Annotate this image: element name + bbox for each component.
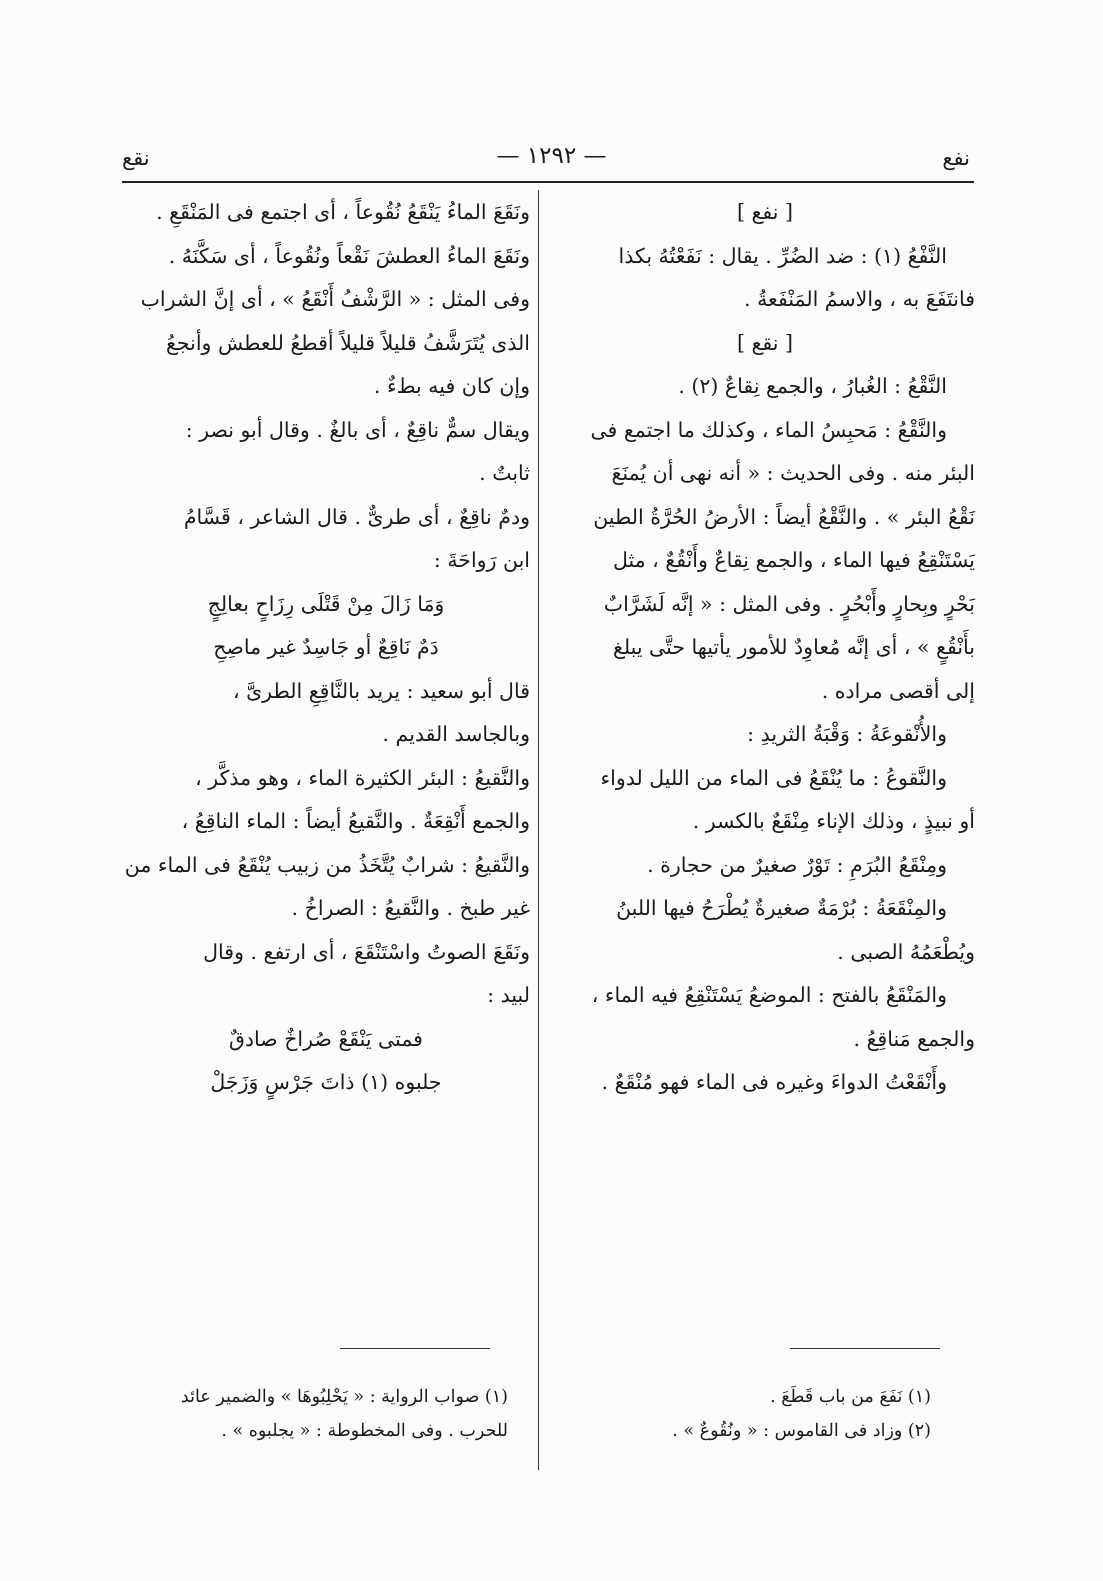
footnote-rule-right (790, 1348, 940, 1349)
verse-line: جلبوه (١) ذاتَ جَرْسٍ وَزَجَلْ (210, 1070, 442, 1094)
right-line: ويُطْعَمُهُ الصبى . (837, 939, 975, 964)
footnote: للحرب . وفى المخطوطة : « يجلبوه » . (221, 1421, 508, 1441)
left-line: والنَّقيعُ : شرابٌ يُتَّخَذُ من زبيب يُنْقَعُ فى الماء من (124, 852, 530, 877)
left-line: ونَقَعَ الماءُ العطشَ نَقْعاً ونُقُوعاً ، أى سَكَّنَهُ . (168, 243, 530, 268)
footnote-rule-left (340, 1348, 490, 1349)
left-column (122, 191, 530, 1105)
footnote: (١) نَفَعَ من باب قَطَعَ . (770, 1387, 931, 1407)
right-line: وأَنْقَعْتُ الدواءَ وغيره فى الماء فهو مُنْقَعٌ . (601, 1070, 947, 1094)
entry-heading-nafa: [ نفع ] (736, 200, 793, 224)
header-rule (122, 181, 974, 183)
left-line: الذى يُتَرَشَّفُ قليلاً قليلاً أقطعُ للعطش وأنجعُ (166, 330, 530, 355)
right-line: والمَنْقَعُ بالفتح : الموضعُ يَسْتَنْقِعُ فيه الماء ، (591, 983, 947, 1007)
left-line: ثابتٌ . (479, 461, 530, 485)
right-line: نَقْعُ البئر » . والنَّقْعُ أيضاً : الأرضُ الحُرَّةُ الطين (593, 504, 975, 529)
left-line: غير طبخ . والنَّقيعُ : الصراخُ . (291, 896, 530, 920)
right-line: ومِنْقَعُ البُرَمِ : تَوْرٌ صغيرٌ من حجارة . (647, 852, 947, 877)
left-line: ونَقَعَ الماءُ يَنْقَعُ نُقُوعاً ، أى اجتمع فى المَنْقَعِ . (156, 200, 530, 224)
left-line: ويقال سمٌّ ناقِعٌ ، أى بالغٌ . وقال أبو نصر : (185, 417, 530, 442)
right-line: البئر منه . وفى الحديث : « أنه نهى أن يُمنَعَ (611, 461, 975, 485)
footnote: (٢) وزاد فى القاموس : « ونُقُوعٌ » . (672, 1421, 931, 1441)
left-line: والنَّقيعُ : البئر الكثيرة الماء ، وهو مذكَّر ، (195, 765, 530, 790)
verse-line: دَمٌ نَاقِعٌ أو جَاسِدٌ غير ماصِحِ (213, 635, 439, 659)
right-line: والجمع مَناقِعُ . (853, 1026, 975, 1051)
footnotes-left (122, 1380, 508, 1448)
right-line: أو نبيذٍ ، وذلك الإناء مِنْقَعٌ بالكسر . (692, 809, 975, 833)
right-line: والأُنْقوعَةُ : وَقْبَةُ الثريدِ : (747, 722, 947, 746)
right-line: بأَنْقُعٍ » ، أى إنَّه مُعاوِدٌ للأمور يأتيها حتَّى يبلغ (612, 635, 975, 659)
left-line: ودمٌ ناقِعٌ ، أى طرىٌّ . قال الشاعر ، قَسَّامُ (183, 504, 530, 529)
left-line: والجمع أَنْقِعَةٌ . والنَّقيعُ أيضاً : الماء الناقِعُ ، (181, 809, 530, 833)
column-separator (538, 190, 539, 1470)
right-line: والنَّقْعُ : مَحبِسُ الماء ، وكذلك ما اجتمع فى (590, 417, 947, 442)
header-root-right: نفع (942, 146, 970, 170)
right-line: يَسْتَنْقِعُ فيها الماء ، والجمع نِقاعٌ وأَنْقُعٌ ، مثل (612, 548, 975, 572)
entry-heading-naqa: [ نقع ] (736, 330, 793, 355)
right-line: النَّفْعُ (١) : ضد الضُرِّ . يقال : نَفَعْتُهُ بكذا (618, 243, 947, 268)
right-line: والمِنْقَعَةُ : بُرْمَةٌ صغيرةٌ يُطْرَحُ فيها اللبنُ (616, 896, 947, 920)
page-number: — ١٢٩٢ — (496, 143, 607, 169)
left-line: ابن رَواحَةَ : (433, 548, 530, 572)
left-line: وإن كان فيه بطءٌ . (373, 374, 530, 398)
left-line: لبيد : (487, 983, 530, 1007)
right-line: إلى أقصى مراده . (821, 678, 975, 703)
left-line: وفى المثل : « الرَّشْفُ أَنْقَعُ » ، أى إنَّ الشراب (140, 287, 530, 311)
right-line: والنَّقوعُ : ما يُنْقَعُ فى الماء من الليل لدواء (600, 765, 947, 790)
header-root-left: نقع (122, 146, 150, 170)
left-line: ونَقَعَ الصوتُ واسْتَنْقَعَ ، أى ارتفع . وقال (203, 939, 530, 964)
footnotes-right (555, 1380, 931, 1448)
right-line: بَحْرٍ وبِحارٍ وأَبْحُرٍ . وفى المثل : « إنَّه لَشَرَّابٌ (603, 591, 975, 616)
verse-line: فمتى يَنْقَعْ صُراخٌ صادقٌ (229, 1026, 423, 1051)
verse-line: وَمَا زَالَ مِنْ قَتْلَى رِزَاحٍ بعالِجٍ (207, 591, 445, 616)
right-line: النَّقْعُ : الغُبارُ ، والجمع نِقاعٌ (٢) . (678, 374, 947, 398)
footnote: (١) صواب الرواية : « يَحْلِبُوهَا » والضمير عائد (180, 1387, 508, 1407)
right-line: فانتَفَعَ به ، والاسمُ المَنْفَعةُ . (744, 287, 975, 311)
left-line: قال أبو سعيد : يريد بالنَّاقِعِ الطرىَّ ، (232, 678, 530, 703)
left-line: وبالجاسد القديم . (382, 722, 530, 746)
right-column (555, 191, 975, 1105)
